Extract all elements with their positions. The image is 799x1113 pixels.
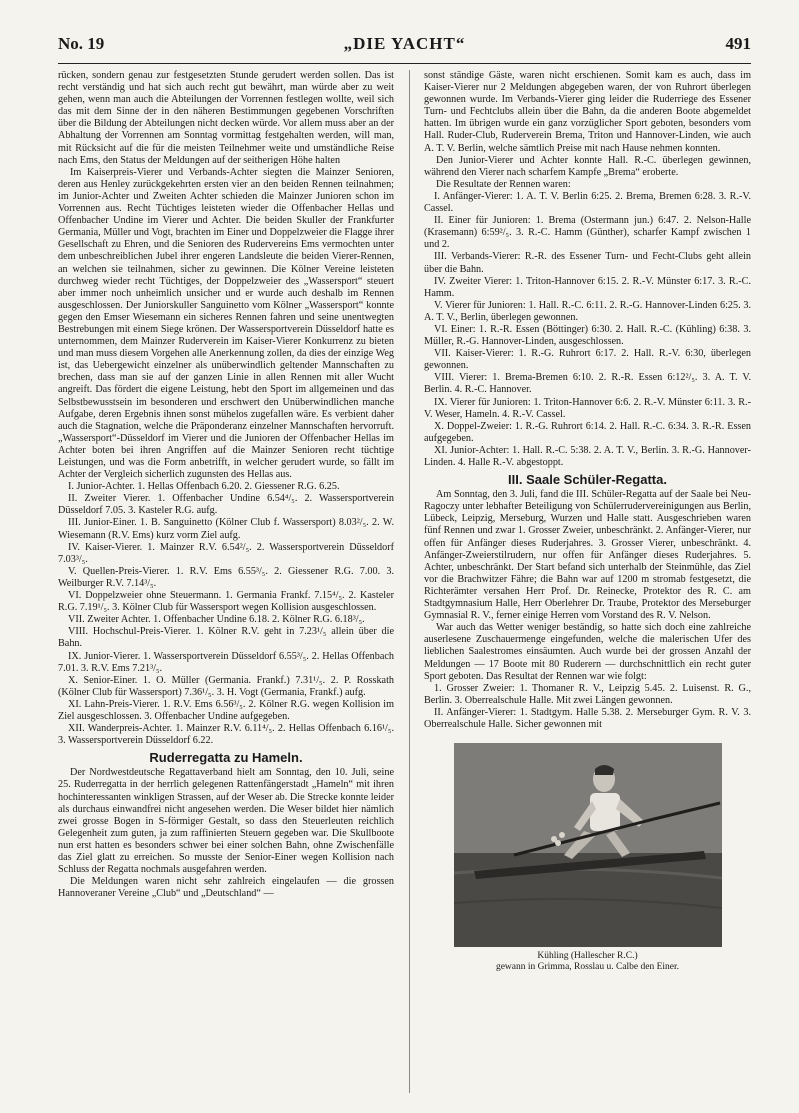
paragraph: rücken, sondern genau zur festgesetzten Stunde gerudert werden sollen. Das ist recht verständig und hat sich auch recht gut bewährt, man würde aber zu weit gehen, wenn man auch die Abteilungen der Vorrennen festlegen wollte, weil sich das mit dem Sinne der in den näheren Bestimmungen gegebenen Vorschriften über die Bildung der Abteilungen nicht decken würde. Vor allem muss aber an der Abhaltung der Vorrennen am Sonntag vormittag festgehalten werden, will man, mit Rücksicht auf die für die meisten Teilnehmer weite und umständliche Reise nach Ems, den Status der Meldungen auf der seitherigen Höhe halten — [58, 70, 394, 166]
result-line: II. Einer für Junioren: 1. Brema (Ostermann jun.) 6:47. 2. Nelson-Halle (Krasemann) 6:59²/₅. 3. R.-C. Hamm (Günther), scharfer Kampf zwischen 1 und 2. — [424, 215, 751, 251]
caption-line: Kühling (Hallescher R.C.) — [537, 951, 638, 962]
journal-title: „DIE YACHT“ — [343, 34, 466, 53]
page-number-right: 491 — [725, 34, 751, 53]
result-line: VI. Doppelzweier ohne Steuermann. 1. Germania Frankf. 7.15⁴/₅. 2. Kasteler R.G. 7.19¹/₅. 3. Kölner Club für Wassersport wegen Kollision ausgeschlossen. — [58, 590, 394, 614]
paragraph: Den Junior-Vierer und Achter konnte Hall. R.-C. überlegen gewinnen, während den Vierer nach scharfem Kampfe „Brema“ eroberte. — [424, 154, 751, 178]
ems-results — [58, 481, 394, 747]
paragraph: Am Sonntag, den 3. Juli, fand die III. Schüler-Regatta auf der Saale bei Neu-Ragoczy unter lebhafter Beteiligung von Schülerrudervereinigungen aus Berlin, Lübeck, Leipzig, Merseburg, Wurzen und Halle statt. Ausgeschrieben waren fünf Rennen und zwar 1. Grosser Zweier, unbeschränkt. 2. Anfänger-Vierer, nur offen für Anfänger dieses Ruderjahres. 3. Grosser Vierer, unbeschränkt. 4. Anfänger-Zweierstilrudern, nur offen für Anfänger dieses Ruderjahres. 5. Achter, unbeschränkt. Der Start befand sich unterhalb der Steinmühle, das Ziel vor die Brachwitzer Fähre; die Bahn war auf 1200 m stromab festgesetzt, die Richterämter versahen Herr Prof. Dr. Reinecke, Protektor des R. C. am Stadtgymnasium Halle, Herr Oberlehrer Dr. Traube, Protektor des Merseburger Gymnasial R. V., ferner einige Herren vom Vorstand des R. V. Nelson. — [424, 489, 751, 622]
result-line: V. Vierer für Junioren: 1. Hall. R.-C. 6:11. 2. R.-G. Hannover-Linden 6:25. 3. A. T. V., Berlin, überlegen gewonnen. — [424, 299, 751, 323]
photo-caption — [424, 951, 751, 973]
schueler-results — [424, 683, 751, 731]
result-line: IV. Kaiser-Vierer. 1. Mainzer R.V. 6.54²/₅. 2. Wassersportverein Düsseldorf 7.03³/₅. — [58, 541, 394, 565]
result-line: VII. Kaiser-Vierer: 1. R.-G. Ruhrort 6:17. 2. Hall. R.-V. 6:30, überlegen gewonnen. — [424, 348, 751, 372]
right-column — [424, 70, 751, 1093]
caption-line: gewann in Grimma, Rosslau u. Calbe den Einer. — [495, 962, 680, 973]
result-line: XI. Junior-Achter: 1. Hall. R.-C. 5:38. 2. A. T. V., Berlin. 3. R.-G. Hannover-Linden. 4. Halle R.-V. abgestoppt. — [424, 444, 751, 468]
result-line: X. Doppel-Zweier: 1. R.-G. Ruhrort 6:14. 2. Hall. R.-C. 6:34. 3. R.-R. Essen aufgegeben. — [424, 420, 751, 444]
result-line: III. Verbands-Vierer: R.-R. des Essener Turn- und Fecht-Clubs geht allein über die Bahn. — [424, 251, 751, 275]
result-line: X. Senior-Einer. 1. O. Müller (Germania. Frankf.) 7.31¹/₅. 2. P. Rosskath (Kölner Club für Wassersport) 7.36¹/₅. 3. H. Vogt (Germania, Frankf.) aufg. — [58, 674, 394, 698]
columns — [58, 70, 751, 1093]
result-line: II. Zweiter Vierer. 1. Offenbacher Undine 6.54⁴/₅. 2. Wassersportverein Düsseldorf 7.05. 3. Kasteler R.G. aufg. — [58, 493, 394, 517]
page-number-left: No. 19 — [58, 34, 105, 53]
result-line: IV. Zweiter Vierer: 1. Triton-Hannover 6:15. 2. R.-V. Münster 6:17. 3. R.-C. Hamm. — [424, 275, 751, 299]
section-heading-schueler: III. Saale Schüler-Regatta. — [508, 472, 667, 488]
result-line: 1. Grosser Zweier: 1. Thomaner R. V., Leipzig 5.45. 2. Luisenst. R. G., Berlin. 3. Oberrealschule Halle. Mit zwei Längen gewonnen. — [424, 682, 751, 706]
paragraph: Der Nordwestdeutsche Regattaverband hielt am Sonntag, den 10. Juli, seine 25. Ruderregatta in der herrlich gelegenen Rattenfängerstadt „Hameln“ mit ihren hochinteressanten winkligen Strassen, auf der Weser ab. Die Strecke konnte leider als durchaus einwandfrei nicht angesehen werden. Die Weser bildet hier nämlich zwei grosse Bogen in S-förmiger Gestalt, so dass den Steuerleuten reichlich Gelegenheit zum guten, ja zum raffinierten Steuern gegeben war. Die Skullboote nun erst hatten es besonders schwer bei einer solchen Bahn, ohne Zwischenfälle das Ziel glatt zu erreichen. So musste der Senior-Einer wegen Kollision nach Schluss der Regatta nochmals ausgefahren werden. — [58, 767, 394, 876]
column-divider — [409, 70, 410, 1093]
page-header — [58, 0, 751, 56]
left-column — [58, 70, 394, 1093]
result-line: V. Quellen-Preis-Vierer. 1. R.V. Ems 6.55³/₅. 2. Giessener R.G. 7.00. 3. Weilburger R.V. 7.14³/₅. — [58, 565, 394, 589]
header-rule — [58, 63, 751, 64]
section-heading-hameln: Ruderregatta zu Hameln. — [149, 750, 303, 766]
result-line: III. Junior-Einer. 1. B. Sanguinetto (Kölner Club f. Wassersport) 8.03²/₅. 2. W. Wiesemann (R.V. Ems) kurz vorm Ziel aufg. — [58, 517, 394, 541]
result-line: XI. Lahn-Preis-Vierer. 1. R.V. Ems 6.56³/₅. 2. Kölner R.G. wegen Kollision im Ziel ausgeschlossen. 3. Offenbacher Undine aufgegeben. — [58, 698, 394, 722]
result-line: VIII. Vierer: 1. Brema-Bremen 6:10. 2. R.-R. Essen 6:12²/₅. 3. A. T. V. Berlin. 4. R.-C. Hannover. — [424, 372, 751, 396]
result-line: VII. Zweiter Achter. 1. Offenbacher Undine 6.18. 2. Kölner R.G. 6.18³/₅. — [68, 614, 365, 626]
result-line: I. Anfänger-Vierer: 1. A. T. V. Berlin 6:25. 2. Brema, Bremen 6:28. 3. R.-V. Cassel. — [424, 190, 751, 215]
rower-photo — [454, 743, 722, 947]
paragraph: War auch das Wetter weniger beständig, so hatte sich doch eine zahlreiche auserlesene Zuschauermenge eingefunden, welche die malerischen Ufer des lieblichen Saalestromes einsäumten. Auch wurde bei der grossen Anzahl der Meldungen — 17 Boote mit 80 Ruderern — durchschnittlich ein recht guter Sport geboten. Das Resultat der Rennen war wie folgt: — [424, 622, 751, 682]
result-line: VI. Einer: 1. R.-R. Essen (Böttinger) 6:30. 2. Hall. R.-C. (Kühling) 6:38. 3. Müller, R.-G. Hannover-Linden, ausgeschlossen. — [424, 323, 751, 348]
paragraph: Im Kaiserpreis-Vierer und Verbands-Achter siegten die Mainzer Senioren, deren aus Henley zurückgekehrten ersten vier an den beiden Rennen teilnahmen; im Junior-Achter und Zweiten Achter schieden die Mainzer Junioren schon im Vorrennen aus. Recht Tüchtiges leisteten wieder die Offenbacher Hellas und Offenbacher Undine im Vierer und Achter. Die beiden Skuller der Frankfurter Germania, Müller und Vogt, brachten im Einer und Doppelzweier die Flagge ihrer Gesellschaft zu Ehren, und die Senioren des Rudervereins Ems vermochten unter dem unbeschreiblichen Jubel ihrer engeren Landsleute die beiden Vierer-Rennen, an welchen sie teilnahmen, sicher zu gewinnen. Die Kölner Vereine leisteten durchweg wieder recht Tüchtiges, der Doppelzweier des „Wassersport“ steuert aber immer noch unheimlich unsicher und er wurde auch deshalb im Rennen ausgeschlossen. Der Juniorskuller Sanguinetto vom Kölner „Wassersport“ konnte gegen den Emser Wiesemann ein sicheres Rennen fahren und seine unentwegten Bestrebungen mit einem Siege krönen. Der Wassersportverein Düsseldorf hatte es unternommen, dem Mainzer Ruderverein im Kaiser-Vierer Konkurrenz zu bieten und man muss diesem Vorgehen alle Anerkennung zollen, da dies der einzige Weg ist, das Uebergewicht einzelner als unüberwindlich geltender Mannschaften zu brechen, dass man sie auf der ganzen Linie in allen Rennen mit aller Wucht angreift. Das fördert die eigene Leistung, hebt den Sport im allgemeinen und das Selbstbewusstsein im besonderen und erschwert den Unüberwindlichen manche Aufgabe, deren Ergebnis ihnen sonst mühelos zugefallen wäre. Es verbient daher auch die Stagnation, welche die Präponderanz einzelner Mannschaften hervorruft. „Wassersport“-Düsseldorf im Vierer und die Junioren der Offenbacher Hellas im Achter boten bei ihren Angriffen auf die Mainzer Senioren recht tüchtige Leistungen, und was die Form anbetrifft, in welcher gerudert wurde, so fällt im Achter der Vergleich sicherlich zugunsten des Hellas aus. — [58, 166, 394, 481]
result-line: IX. Vierer für Junioren: 1. Triton-Hannover 6:6. 2. R.-V. Münster 6:11. 3. R.-V. Weser, Hameln. 4. R.-V. Cassel. — [424, 396, 751, 420]
result-line: IX. Junior-Vierer. 1. Wassersportverein Düsseldorf 6.55³/₅. 2. Hellas Offenbach 7.01. 3. R.V. Ems 7.21³/₅. — [58, 650, 394, 674]
paragraph: Die Meldungen waren nicht sehr zahlreich eingelaufen — die grossen Hannoveraner Vereine „Club“ und „Deutschland“ — — [58, 876, 394, 900]
rower-illustration — [454, 743, 722, 947]
result-line: XII. Wanderpreis-Achter. 1. Mainzer R.V. 6.11⁴/₅. 2. Hellas Offenbach 6.16¹/₅. 3. Wassersportverein Düsseldorf 6.22. — [58, 723, 394, 747]
result-line: VIII. Hochschul-Preis-Vierer. 1. Kölner R.V. geht in 7.23¹/₅ allein über die Bahn. — [58, 626, 394, 650]
paragraph: sonst ständige Gäste, waren nicht erschienen. Somit kam es auch, dass im Kaiser-Vierer nur 2 Meldungen abgegeben waren, der von Ruhrort überlegen gewonnen wurde. Im Verbands-Vierer ging leider die Ruderriege des Essener Turn- und Fechtclubs allein über die Bahn, da die anderen Boote abgemeldet hatten. Im übrigen wurde ein ganz vorzüglicher Sport geboten, besonders vom Hall. Ruder-Club, Ruderverein Brema, Triton und Hannover-Linden, wie auch A. T. V. Berlin, welche sämtlich Preise mit nach Hause nehmen konnten. — [424, 70, 751, 154]
result-line: II. Anfänger-Vierer: 1. Stadtgym. Halle 5.38. 2. Merseburger Gym. R. V. 3. Oberrealschule Halle. Sicher gewonnen mit — [424, 706, 751, 730]
hameln-results — [424, 191, 751, 469]
result-line: I. Junior-Achter. 1. Hellas Offenbach 6.20. 2. Giessener R.G. 6.25. — [68, 481, 340, 493]
paragraph: Die Resultate der Rennen waren: — [436, 178, 571, 190]
